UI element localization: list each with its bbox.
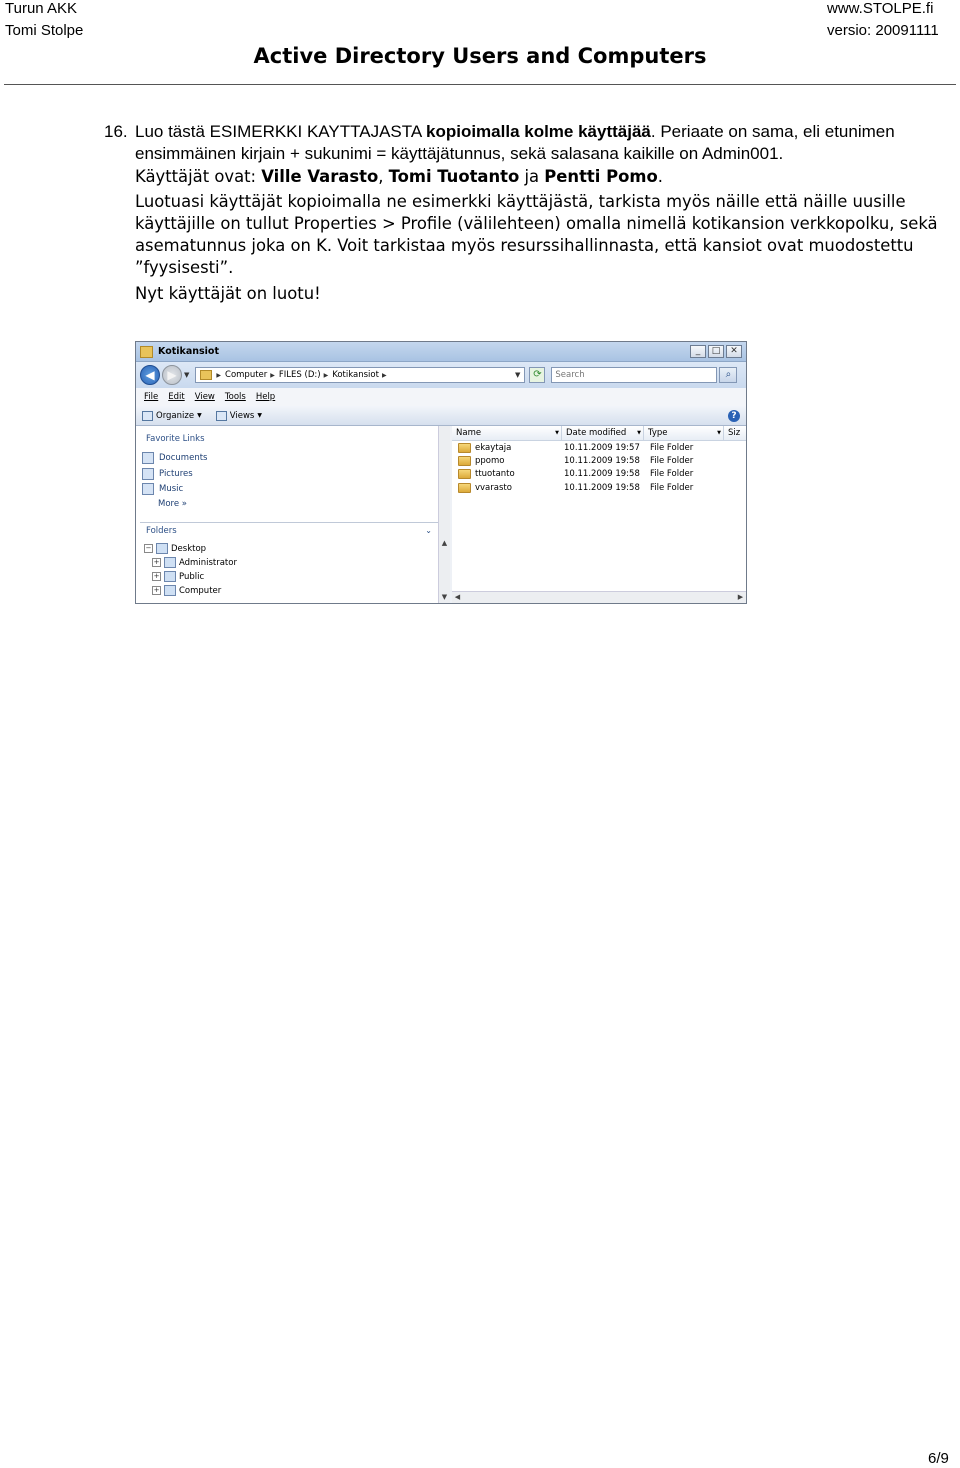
- column-date-modified[interactable]: Date modified ▼: [562, 426, 644, 440]
- step-number: 16.: [104, 122, 128, 141]
- tree-public[interactable]: + Public: [153, 571, 205, 582]
- public-folder-icon: [164, 571, 176, 582]
- table-row[interactable]: vvarasto 10.11.2009 19:58 File Folder: [452, 481, 746, 494]
- column-size[interactable]: Siz: [728, 428, 741, 438]
- breadcrumb-folder[interactable]: Kotikansiot ▶: [332, 370, 387, 380]
- p1-text-c: . Periaate on sama, eli etunimen ensimmäinen kirjain + sukunimi = käyttäjätunnus, sekä salasana kaikille on Admin001.: [135, 122, 895, 163]
- folder-icon: [458, 469, 471, 479]
- menu-edit[interactable]: Edit: [168, 392, 185, 402]
- tree-desktop[interactable]: − Desktop: [145, 543, 207, 554]
- help-icon[interactable]: ?: [728, 410, 740, 422]
- folder-icon: [458, 443, 471, 453]
- organize-icon: [142, 411, 153, 421]
- window-titlebar: [136, 342, 746, 362]
- p1-text-a: Luo tästä ESIMERKKI KAYTTAJASTA: [135, 122, 426, 141]
- views-button[interactable]: Views ▼: [216, 411, 262, 421]
- user-ville: Ville Varasto: [261, 167, 379, 186]
- toolbar: [136, 406, 746, 426]
- chevron-right-icon: ▶: [216, 371, 222, 379]
- header-rule: [4, 84, 956, 85]
- column-name[interactable]: Name ▼: [452, 426, 562, 440]
- music-icon: [142, 483, 154, 495]
- navigation-pane: [136, 426, 450, 603]
- favorites-more[interactable]: More »: [158, 499, 187, 509]
- p2-end: .: [657, 167, 663, 186]
- file-list: [452, 426, 746, 603]
- window-body: [136, 426, 746, 603]
- p2-sep-1: ,: [378, 167, 389, 186]
- search-icon[interactable]: ⌕: [719, 367, 737, 383]
- back-arrow-icon[interactable]: ◀: [140, 365, 160, 385]
- favorite-links-title[interactable]: Favorite Links: [146, 434, 205, 444]
- favorite-music[interactable]: Music: [142, 483, 183, 495]
- favorite-pictures[interactable]: Pictures: [142, 468, 193, 480]
- horizontal-scrollbar[interactable]: [452, 591, 746, 603]
- maximize-button[interactable]: □: [708, 345, 724, 358]
- page-number: 6/9: [928, 1450, 949, 1467]
- table-row[interactable]: ppomo 10.11.2009 19:58 File Folder: [452, 454, 746, 467]
- folder-icon: [458, 456, 471, 466]
- scroll-left-icon[interactable]: ◀: [454, 593, 461, 601]
- header-site: www.STOLPE.fi: [827, 0, 934, 17]
- user-pentti: Pentti Pomo: [544, 167, 658, 186]
- search-input[interactable]: Search: [551, 367, 717, 383]
- address-dropdown-icon[interactable]: ▼: [515, 371, 521, 379]
- p1-bold: kopioimalla kolme käyttäjää: [426, 122, 651, 141]
- menu-bar: [136, 388, 746, 406]
- pictures-icon: [142, 468, 154, 480]
- document-title: Active Directory Users and Computers: [253, 44, 707, 68]
- address-bar[interactable]: [195, 367, 525, 383]
- explorer-window: [135, 341, 747, 604]
- menu-tools[interactable]: Tools: [224, 392, 246, 402]
- desktop-icon: [156, 543, 168, 554]
- header-author: Tomi Stolpe: [5, 22, 84, 39]
- user-folder-icon: [164, 557, 176, 568]
- computer-icon: [164, 585, 176, 596]
- organize-button[interactable]: Organize ▼: [142, 411, 202, 421]
- step-paragraph-1: [135, 121, 960, 165]
- chevron-down-icon: ⌄: [425, 526, 432, 535]
- header-version: versio: 20091111: [827, 22, 939, 39]
- navigation-scrollbar[interactable]: [438, 426, 450, 603]
- folder-icon: [200, 370, 212, 380]
- scroll-down-icon[interactable]: ▼: [441, 593, 448, 601]
- step-paragraph-4: Nyt käyttäjät on luotu!: [135, 284, 321, 303]
- breadcrumb-drive[interactable]: FILES (D:) ▶: [278, 370, 329, 380]
- views-icon: [216, 411, 227, 421]
- menu-view[interactable]: View: [194, 392, 215, 402]
- scroll-right-icon[interactable]: ▶: [737, 593, 744, 601]
- user-tomi: Tomi Tuotanto: [388, 167, 520, 186]
- menu-help[interactable]: Help: [255, 392, 276, 402]
- menu-file[interactable]: File: [144, 392, 159, 402]
- step-content: [100, 121, 960, 305]
- table-row[interactable]: ttuotanto 10.11.2009 19:58 File Folder: [452, 467, 746, 480]
- p2-text: Käyttäjät ovat:: [135, 167, 262, 186]
- p2-sep-2: ja: [519, 167, 545, 186]
- favorite-documents[interactable]: Documents: [142, 452, 207, 464]
- minimize-button[interactable]: _: [690, 345, 706, 358]
- documents-icon: [142, 452, 154, 464]
- window-title: Kotikansiot: [158, 346, 219, 357]
- folders-header[interactable]: Folders ⌄: [140, 522, 438, 538]
- breadcrumb-computer[interactable]: Computer ▶: [225, 370, 275, 380]
- column-headers: [452, 426, 746, 441]
- forward-arrow-icon[interactable]: ▶: [162, 365, 182, 385]
- column-type[interactable]: Type ▼: [644, 426, 724, 440]
- folder-icon: [140, 346, 153, 358]
- navigation-bar: [136, 362, 746, 388]
- header-org: Turun AKK: [5, 0, 77, 17]
- tree-computer[interactable]: + Computer: [153, 585, 222, 596]
- table-row[interactable]: ekaytaja 10.11.2009 19:57 File Folder: [452, 441, 746, 454]
- tree-administrator[interactable]: + Administrator: [153, 557, 237, 568]
- scroll-up-icon[interactable]: ▲: [441, 539, 448, 547]
- refresh-icon[interactable]: ⟳: [529, 367, 545, 383]
- step-paragraph-3: Luotuasi käyttäjät kopioimalla ne esimerkki käyttäjästä, tarkista myös näille että näille uusille käyttäjille on tullut Properties > Profile (välilehteen) omalla nimellä kotikansion verkkopolku, sekä asematunnus joka on K. Voit tarkistaa myös resurssihallinnasta, että kansiot ovat muodostettu ”fyysisesti”.: [135, 192, 938, 277]
- folder-icon: [458, 483, 471, 493]
- step-paragraph-2: [135, 166, 960, 188]
- history-dropdown-icon[interactable]: ▼: [184, 371, 190, 379]
- close-button[interactable]: ✕: [726, 345, 742, 358]
